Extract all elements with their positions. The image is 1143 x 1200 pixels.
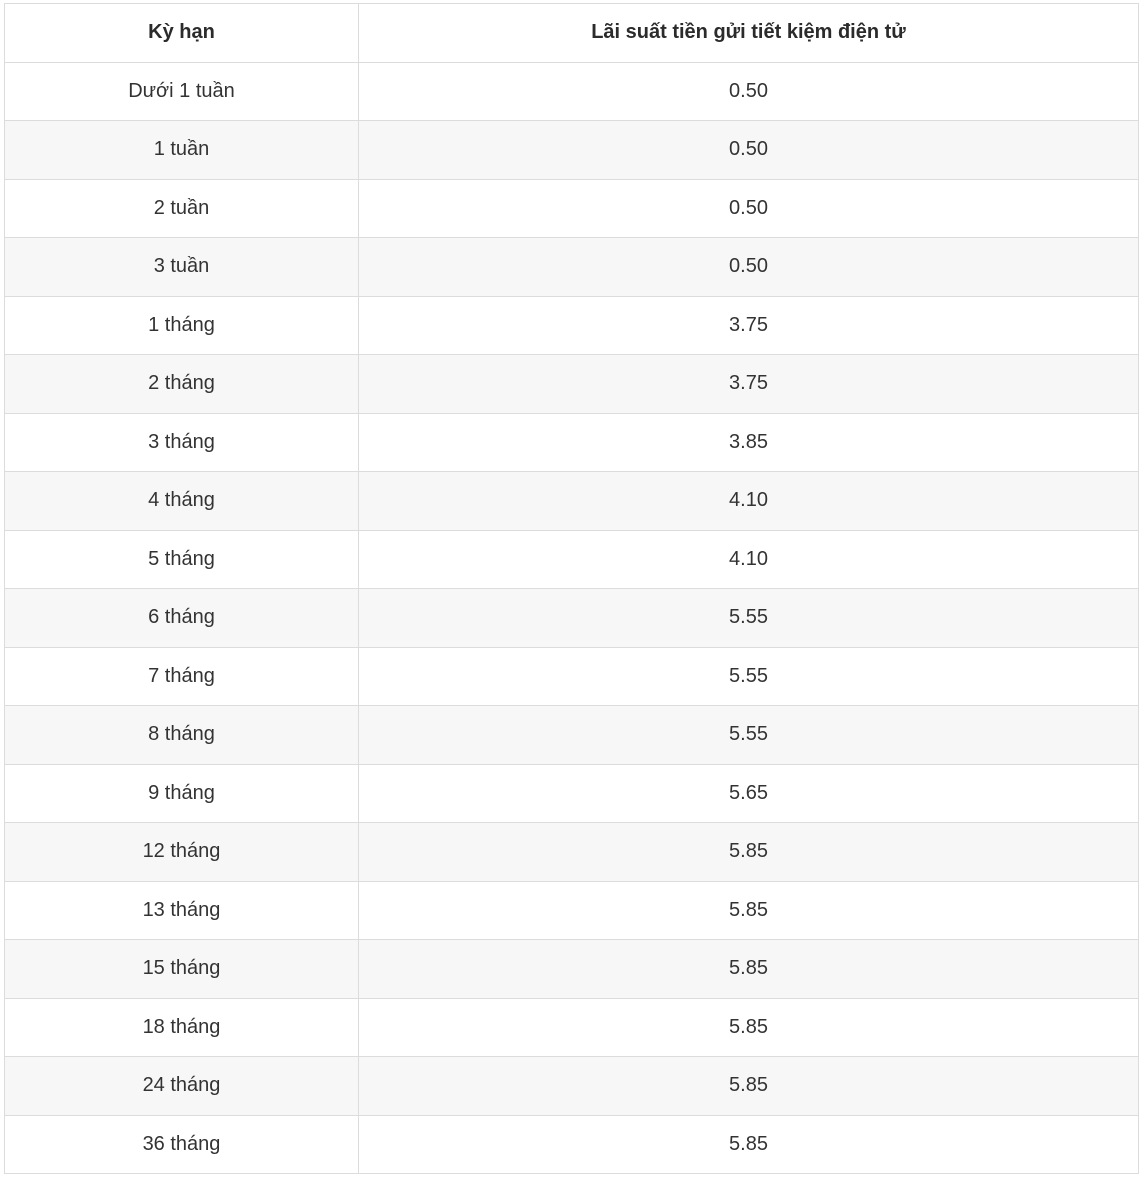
rate-cell: 3.85 [359,413,1139,472]
term-cell: 2 tháng [5,355,359,414]
header-interest-rate: Lãi suất tiền gửi tiết kiệm điện tử [359,4,1139,63]
term-cell: 3 tuần [5,238,359,297]
table-row [5,296,1139,355]
table-row [5,998,1139,1057]
rate-cell: 5.55 [359,706,1139,765]
table-row [5,530,1139,589]
table-row [5,472,1139,531]
table-row [5,881,1139,940]
table-row [5,940,1139,999]
rate-cell: 0.50 [359,62,1139,121]
rate-cell: 0.50 [359,238,1139,297]
term-cell: 4 tháng [5,472,359,531]
term-cell: 24 tháng [5,1057,359,1116]
term-cell: 1 tuần [5,121,359,180]
rate-cell: 5.85 [359,1115,1139,1174]
table-row [5,589,1139,648]
table-row [5,1115,1139,1174]
rate-cell: 5.85 [359,1057,1139,1116]
table-row [5,238,1139,297]
rate-cell: 5.85 [359,823,1139,882]
table-row [5,179,1139,238]
term-cell: 9 tháng [5,764,359,823]
term-cell: 12 tháng [5,823,359,882]
table-body [5,62,1139,1174]
rate-cell: 5.85 [359,940,1139,999]
rate-cell: 4.10 [359,530,1139,589]
rate-cell: 4.10 [359,472,1139,531]
term-cell: 36 tháng [5,1115,359,1174]
term-cell: 18 tháng [5,998,359,1057]
rate-cell: 3.75 [359,296,1139,355]
rate-cell: 3.75 [359,355,1139,414]
term-cell: 1 tháng [5,296,359,355]
table-row [5,62,1139,121]
term-cell: 2 tuần [5,179,359,238]
rate-cell: 5.85 [359,998,1139,1057]
term-cell: 6 tháng [5,589,359,648]
interest-rate-table-container [4,3,1138,1174]
term-cell: 7 tháng [5,647,359,706]
rate-cell: 0.50 [359,121,1139,180]
rate-cell: 0.50 [359,179,1139,238]
term-cell: 3 tháng [5,413,359,472]
term-cell: 15 tháng [5,940,359,999]
interest-rate-table [4,3,1139,1174]
rate-cell: 5.85 [359,881,1139,940]
table-row [5,1057,1139,1116]
table-row [5,764,1139,823]
term-cell: 13 tháng [5,881,359,940]
header-row [5,4,1139,63]
rate-cell: 5.55 [359,647,1139,706]
table-row [5,823,1139,882]
table-row [5,355,1139,414]
header-term: Kỳ hạn [5,4,359,63]
table-row [5,647,1139,706]
rate-cell: 5.55 [359,589,1139,648]
table-row [5,413,1139,472]
term-cell: 8 tháng [5,706,359,765]
rate-cell: 5.65 [359,764,1139,823]
term-cell: Dưới 1 tuần [5,62,359,121]
table-header [5,4,1139,63]
table-row [5,706,1139,765]
table-row [5,121,1139,180]
term-cell: 5 tháng [5,530,359,589]
